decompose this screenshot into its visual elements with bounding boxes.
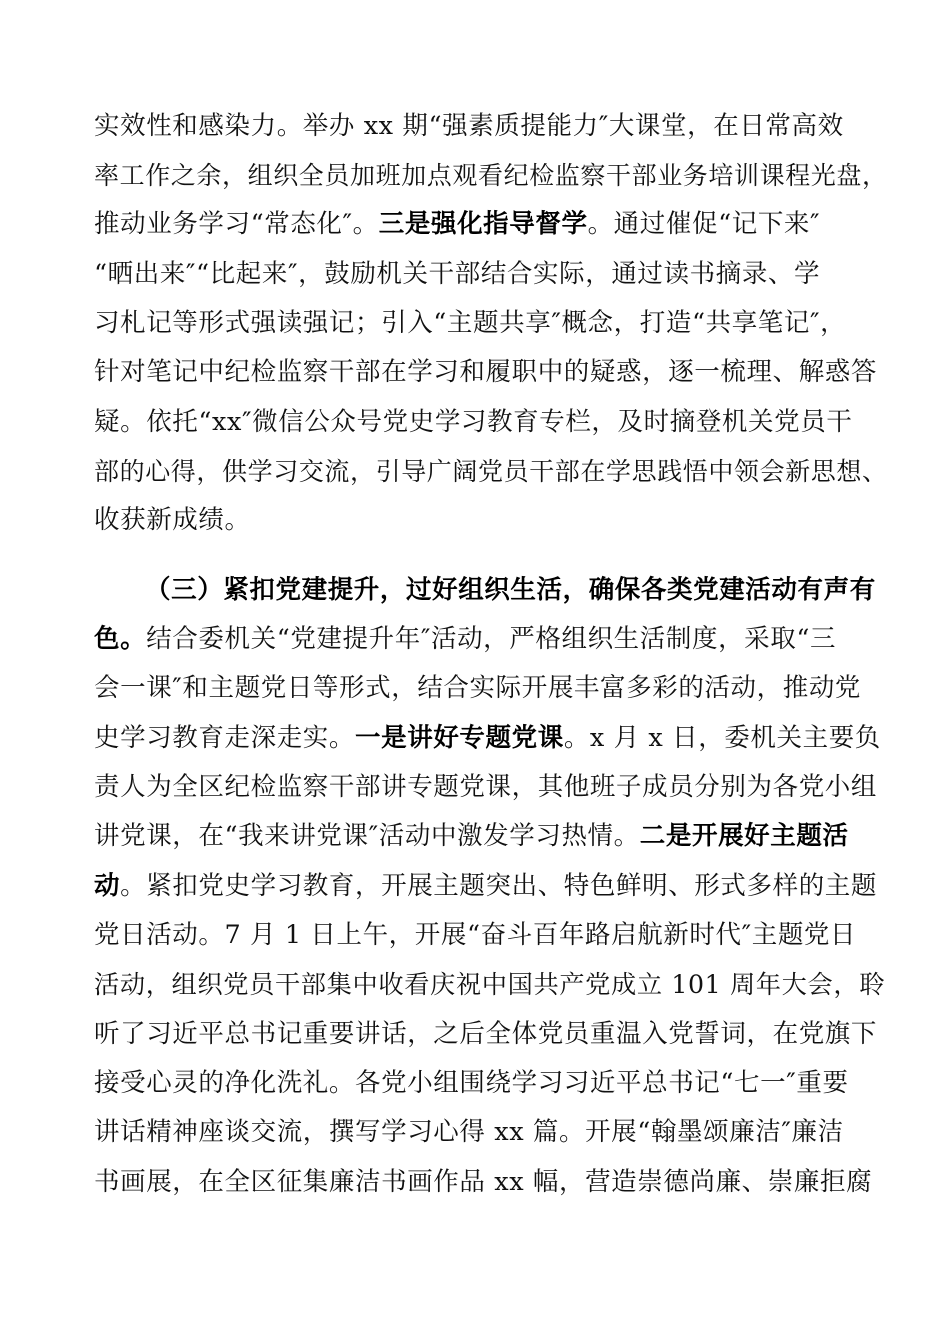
paragraph-2-line-5: 责人为全区纪检监察干部讲专题党课，其他班子成员分别为各党小组 xyxy=(94,772,878,802)
paragraph-2-line-2: 色。结合委机关“党建提升年″活动，严格组织生活制度，采取“三 xyxy=(94,624,837,654)
paragraph-1-line-1: 实效性和感染力。举办 xx 期“强素质提能力″大课堂，在日常高效 xyxy=(94,111,844,141)
paragraph-1-line-6: 针对笔记中纪检监察干部在学习和履职中的疑惑，逐一梳理、解惑答 xyxy=(94,357,878,387)
paragraph-1-line-8: 部的心得，供学习交流，引导广阔党员干部在学思践悟中领会新思想、 xyxy=(94,457,888,486)
paragraph-2-line-10: 听了习近平总书记重要讲话，之后全体党员重温入党誓词，在党旗下 xyxy=(94,1019,878,1049)
paragraph-1-line-7: 疑。依托“xx″微信公众号党史学习教育专栏，及时摘登机关党员干 xyxy=(94,407,853,437)
paragraph-2-line-9: 活动，组织党员干部集中收看庆祝中国共产党成立 101 周年大会，聆 xyxy=(94,970,886,999)
paragraph-1-line-4: “晒出来″“比起来″，鼓励机关干部结合实际，通过读书摘录、学 xyxy=(94,259,821,289)
paragraph-2-line-3: 会一课″和主题党日等形式，结合实际开展丰富多彩的活动，推动党 xyxy=(94,673,862,703)
bold-heading-one: 一是讲好专题党课 xyxy=(355,723,564,753)
paragraph-2-line-7: 动。紧扣党史学习教育，开展主题突出、特色鲜明、形式多样的主题 xyxy=(94,871,878,901)
paragraph-1-line-5: 习札记等形式强读强记；引入“主题共享″概念，打造“共享笔记″， xyxy=(94,308,847,338)
paragraph-2-line-8: 党日活动。7 月 1 日上午，开展“奋斗百年路启航新时代″主题党日 xyxy=(94,920,857,950)
paragraph-1-line-3: 推动业务学习“常态化″。三是强化指导督学。通过催促“记下来″ xyxy=(94,209,821,239)
paragraph-2-line-12: 讲话精神座谈交流，撰写学习心得 xx 篇。开展“翰墨颂廉洁″廉洁 xyxy=(94,1117,844,1147)
section-heading: （三）紧扣党建提升，过好组织生活，确保各类党建活动有声有 xyxy=(145,575,876,605)
bold-heading-three: 三是强化指导督学 xyxy=(378,209,588,239)
paragraph-1-line-9: 收获新成绩。 xyxy=(94,505,251,535)
paragraph-2-line-6: 讲党课，在“我来讲党课″活动中激发学习热情。二是开展好主题活 xyxy=(94,821,849,851)
bold-heading-two: 二是开展好主题活 xyxy=(639,821,849,851)
paragraph-2-line-4: 史学习教育走深走实。一是讲好专题党课。x 月 x 日，委机关主要负 xyxy=(94,723,881,753)
paragraph-1-line-2: 率工作之余，组织全员加班加点观看纪检监察干部业务培训课程光盘， xyxy=(94,161,888,190)
paragraph-2-line-1 xyxy=(145,575,876,605)
paragraph-2-line-13: 书画展，在全区征集廉洁书画作品 xx 幅，营造崇德尚廉、崇廉拒腐 xyxy=(94,1167,873,1197)
paragraph-2-line-11: 接受心灵的净化洗礼。各党小组围绕学习习近平总书记“七一″重要 xyxy=(94,1068,849,1098)
